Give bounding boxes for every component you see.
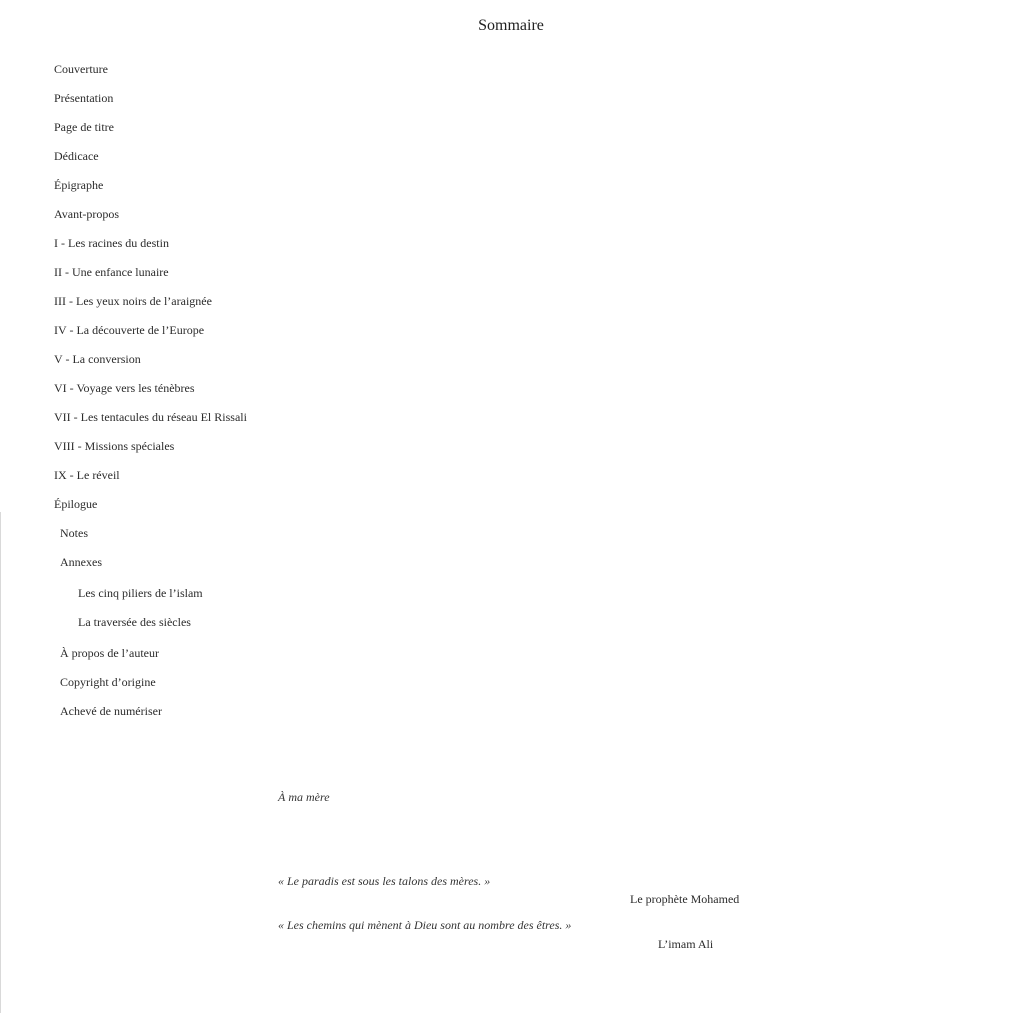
epigraph-attribution: L’imam Ali bbox=[658, 937, 714, 951]
toc-link-couverture[interactable]: Couverture bbox=[54, 62, 108, 76]
toc-link-chapter-2[interactable]: II - Une enfance lunaire bbox=[54, 265, 169, 279]
page-left-border bbox=[0, 512, 1, 1013]
toc-link-chapter-7[interactable]: VII - Les tentacules du réseau El Rissali bbox=[54, 410, 247, 424]
toc-link-chapter-3[interactable]: III - Les yeux noirs de l’araignée bbox=[54, 294, 212, 308]
toc-link-chapter-9[interactable]: IX - Le réveil bbox=[54, 468, 120, 482]
toc-link-epilogue[interactable]: Épilogue bbox=[54, 497, 98, 511]
toc-link-annexes[interactable]: Annexes bbox=[60, 555, 102, 569]
toc-title: Sommaire bbox=[478, 17, 544, 34]
epigraph-quote: « Les chemins qui mènent à Dieu sont au nombre des êtres. » bbox=[278, 918, 572, 932]
dedication-text: À ma mère bbox=[278, 790, 330, 804]
toc-link-page-de-titre[interactable]: Page de titre bbox=[54, 120, 114, 134]
toc-link-presentation[interactable]: Présentation bbox=[54, 91, 114, 105]
toc-link-epigraphe[interactable]: Épigraphe bbox=[54, 178, 104, 192]
toc-link-copyright[interactable]: Copyright d’origine bbox=[60, 675, 156, 689]
epigraph-quote: « Le paradis est sous les talons des mères. » bbox=[278, 874, 491, 888]
toc-link-notes[interactable]: Notes bbox=[60, 526, 88, 540]
toc-link-chapter-5[interactable]: V - La conversion bbox=[54, 352, 141, 366]
toc-link-traversee[interactable]: La traversée des siècles bbox=[78, 615, 191, 629]
toc-link-cinq-piliers[interactable]: Les cinq piliers de l’islam bbox=[78, 586, 203, 600]
toc-link-a-propos[interactable]: À propos de l’auteur bbox=[60, 646, 159, 660]
toc-link-dedicace[interactable]: Dédicace bbox=[54, 149, 99, 163]
toc-link-chapter-1[interactable]: I - Les racines du destin bbox=[54, 236, 169, 250]
toc-link-avant-propos[interactable]: Avant-propos bbox=[54, 207, 120, 221]
toc-link-chapter-8[interactable]: VIII - Missions spéciales bbox=[54, 439, 175, 453]
toc-link-chapter-6[interactable]: VI - Voyage vers les ténèbres bbox=[54, 381, 195, 395]
epigraph-attribution: Le prophète Mohamed bbox=[630, 892, 740, 906]
toc-link-chapter-4[interactable]: IV - La découverte de l’Europe bbox=[54, 323, 205, 337]
toc-link-acheve[interactable]: Achevé de numériser bbox=[60, 704, 162, 718]
